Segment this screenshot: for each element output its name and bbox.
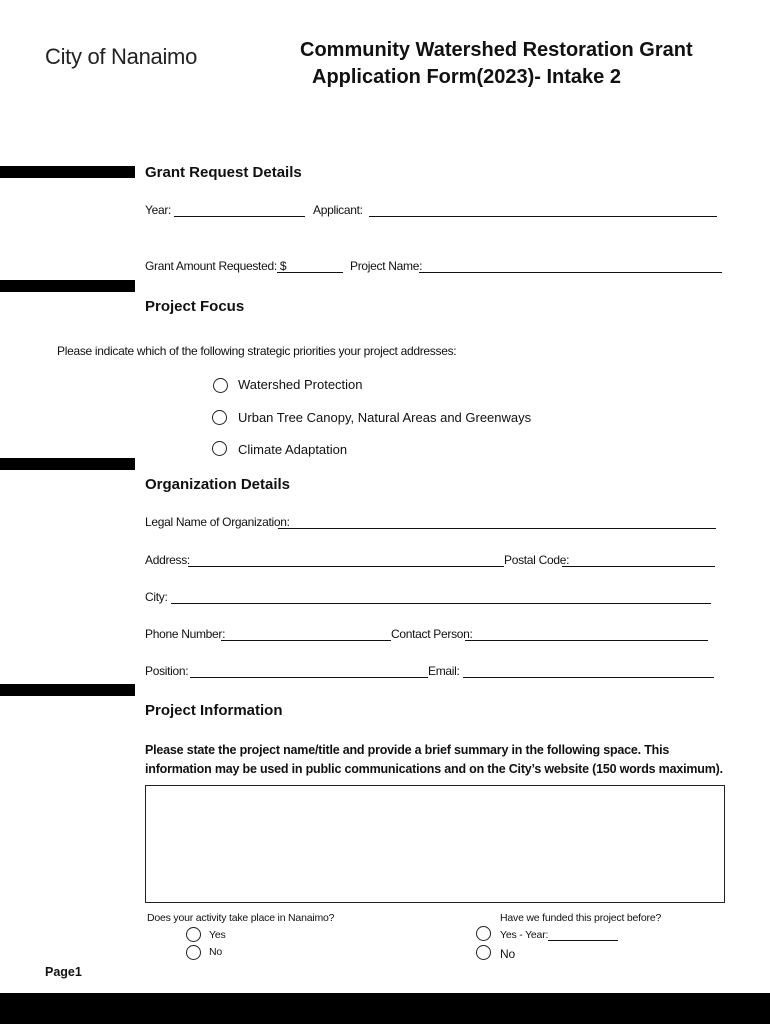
funded-before-question: Have we funded this project before? <box>500 912 662 924</box>
address-field[interactable] <box>188 566 504 567</box>
grant-request-heading: Grant Request Details <box>145 164 302 181</box>
funded-yes-label: Yes - Year: <box>500 929 549 941</box>
footer-bar <box>0 993 770 1024</box>
page-number: Page1 <box>45 965 82 979</box>
urban-tree-canopy-radio[interactable] <box>212 410 227 425</box>
urban-tree-canopy-label: Urban Tree Canopy, Natural Areas and Greenways <box>238 410 532 425</box>
phone-label: Phone Number: <box>145 627 226 641</box>
form-title <box>300 37 700 91</box>
organization-name: City of Nanaimo <box>45 44 198 69</box>
project-summary-instructions: Please state the project name/title and provide a brief summary in the following space. This information may be used in public communications and on the City’s website (150 words maximum). <box>145 743 723 776</box>
postal-code-field[interactable] <box>562 566 715 567</box>
climate-adaptation-label: Climate Adaptation <box>238 442 348 457</box>
grant-amount-field[interactable] <box>277 272 343 273</box>
section-divider-bar <box>0 166 135 178</box>
funded-no-label: No <box>500 947 515 961</box>
watershed-protection-radio[interactable] <box>213 378 228 393</box>
project-focus-heading: Project Focus <box>145 298 245 315</box>
position-field[interactable] <box>190 677 428 678</box>
phone-field[interactable] <box>221 640 391 641</box>
funded-yes-radio[interactable] <box>476 926 491 941</box>
funded-no-radio[interactable] <box>476 945 491 960</box>
climate-adaptation-radio[interactable] <box>212 441 227 456</box>
nanaimo-no-label: No <box>209 946 223 958</box>
city-label: City: <box>145 590 168 604</box>
position-label: Position: <box>145 664 189 678</box>
section-divider-bar <box>0 458 135 470</box>
section-divider-bar <box>0 280 135 292</box>
city-field[interactable] <box>171 603 711 604</box>
watershed-protection-label: Watershed Protection <box>238 377 363 392</box>
contact-person-field[interactable] <box>465 640 708 641</box>
project-name-field[interactable] <box>419 272 722 273</box>
organization-details-heading: Organization Details <box>145 476 291 493</box>
nanaimo-yes-radio[interactable] <box>186 927 201 942</box>
year-label: Year: <box>145 203 172 217</box>
form-title-line1: Community Watershed Restoration Grant <box>300 39 693 61</box>
address-label: Address: <box>145 553 190 567</box>
grant-amount-label: Grant Amount Requested: $ <box>145 259 287 273</box>
postal-code-label: Postal Code: <box>504 553 570 567</box>
nanaimo-no-radio[interactable] <box>186 945 201 960</box>
funded-year-field[interactable] <box>548 940 618 941</box>
applicant-field[interactable] <box>369 216 717 217</box>
legal-name-field[interactable] <box>278 528 716 529</box>
email-field[interactable] <box>463 677 714 678</box>
nanaimo-question: Does your activity take place in Nanaimo? <box>147 912 335 924</box>
section-divider-bar <box>0 684 135 696</box>
year-field[interactable] <box>174 216 305 217</box>
priorities-prompt: Please indicate which of the following strategic priorities your project addresses: <box>57 344 457 358</box>
nanaimo-yes-label: Yes <box>209 929 226 941</box>
project-name-label: Project Name: <box>350 259 423 273</box>
legal-name-label: Legal Name of Organization: <box>145 515 290 529</box>
contact-person-label: Contact Person: <box>391 627 473 641</box>
project-summary-textarea[interactable] <box>145 785 725 903</box>
applicant-label: Applicant: <box>313 203 363 217</box>
project-information-heading: Project Information <box>145 702 283 719</box>
email-label: Email: <box>428 664 460 678</box>
form-title-line2: Application Form(2023)- Intake 2 <box>312 66 621 88</box>
